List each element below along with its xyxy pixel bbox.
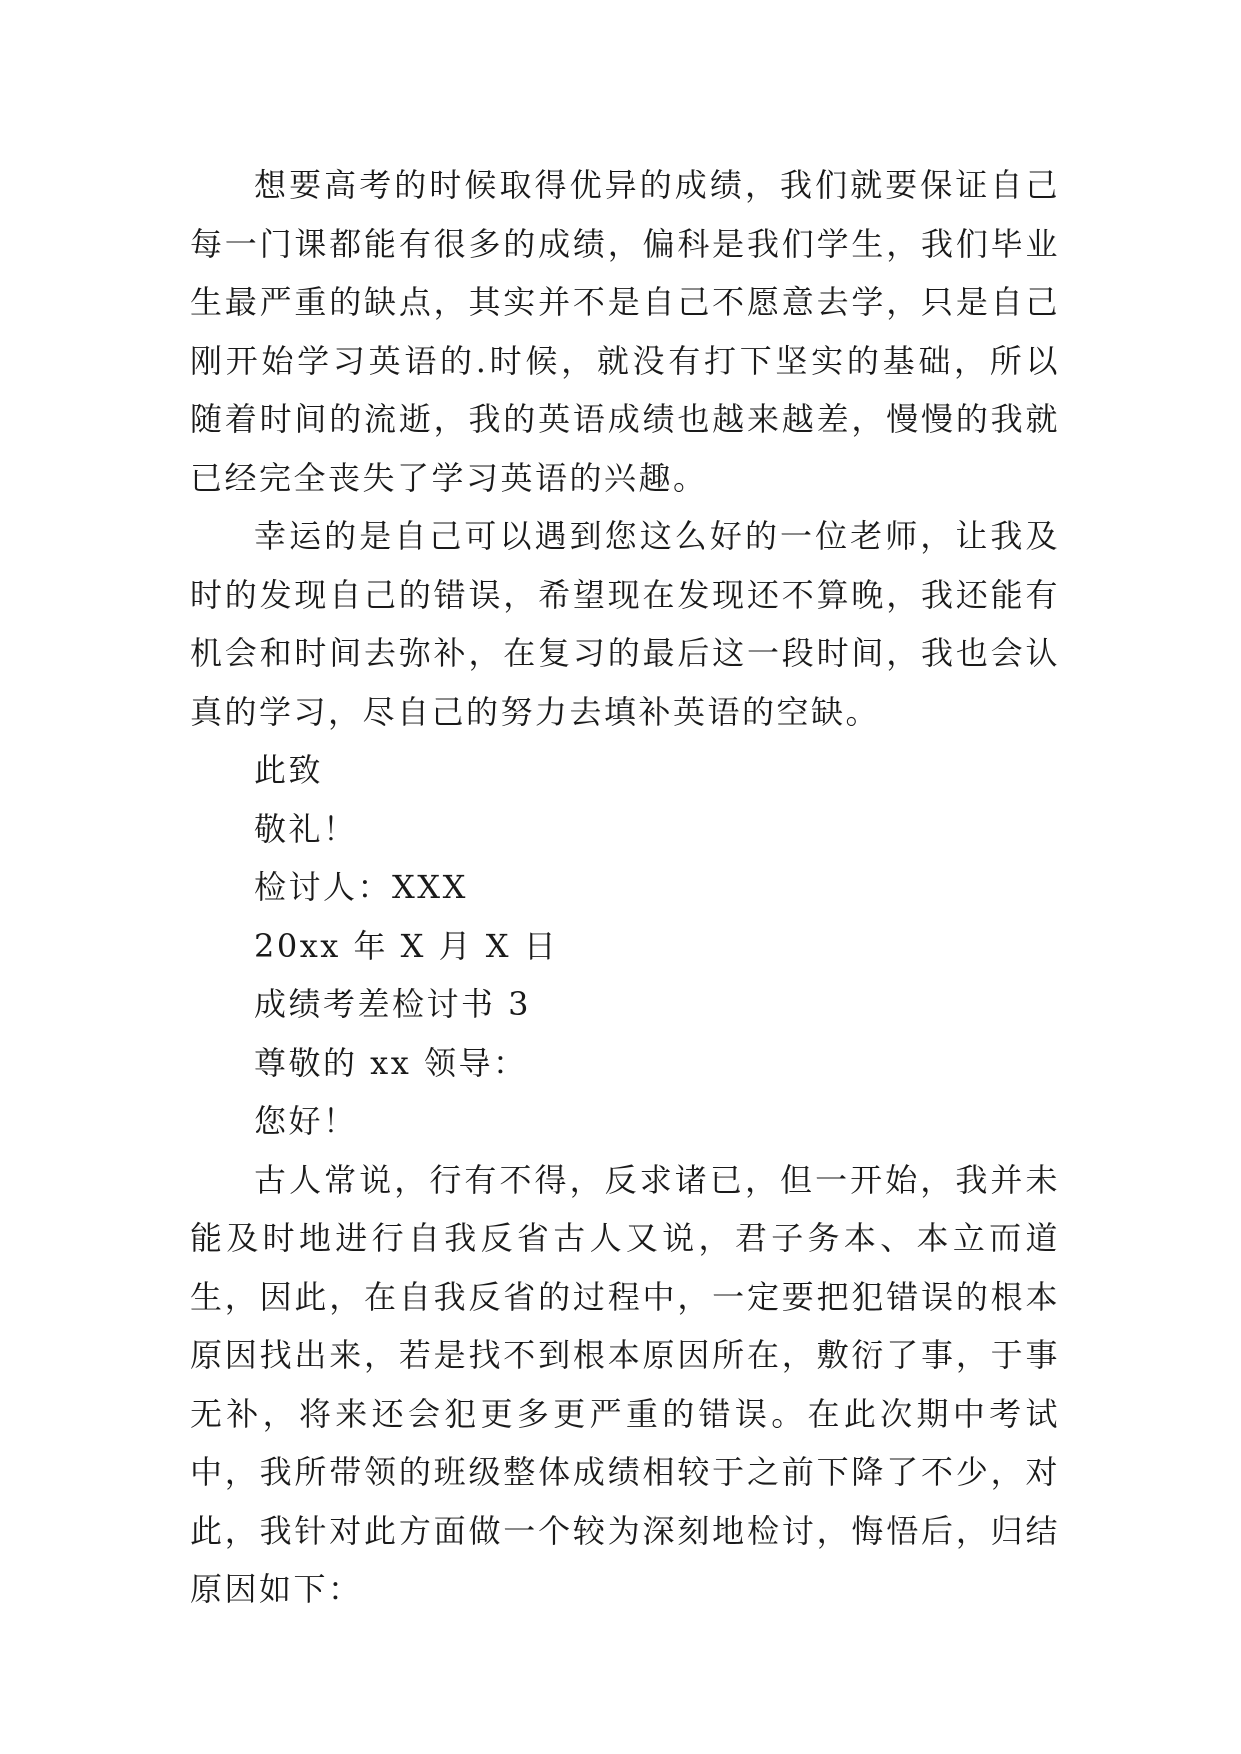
paragraph-teacher-thanks: 幸运的是自己可以遇到您这么好的一位老师，让我及时的发现自己的错误，希望现在发现还不算晚，我还能有机会和时间去弥补，在复习的最后这一段时间，我也会认真的学习，尽自己的努力去填补英语的空缺。 [190, 517, 1060, 731]
date-line: 20xx 年 X 月 X 日 [254, 926, 559, 965]
signer-line: 检讨人：XXX [254, 868, 468, 906]
closing-jingli: 敬礼！ [254, 809, 358, 848]
paragraph-study-english: 想要高考的时候取得优异的成绩，我们就要保证自己每一门课都能有很多的成绩，偏科是我们学生，我们毕业生最严重的缺点，其实并不是自己不愿意去学，只是自己刚开始学习英语的.时候，就没有打下坚实的基础，所以随着时间的流逝，我的英语成绩也越来越差，慢慢的我就已经完全丧失了学习英语的兴趣。 [190, 166, 1060, 497]
closing-cizhi: 此致 [254, 751, 324, 789]
document-body [190, 156, 1060, 1619]
salutation: 尊敬的 xx 领导： [254, 1043, 528, 1082]
section-title: 成绩考差检讨书 3 [254, 985, 532, 1023]
paragraph-self-reflection: 古人常说，行有不得，反求诸已，但一开始，我并未能及时地进行自我反省古人又说，君子务本、本立而道生，因此，在自我反省的过程中，一定要把犯错误的根本原因找出来，若是找不到根本原因所在，敷衍了事，于事无补，将来还会犯更多更严重的错误。在此次期中考试中，我所带领的班级整体成绩相较于之前下降了不少，对此，我针对此方面做一个较为深刻地检讨，悔悟后，归结原因如下： [190, 1160, 1060, 1608]
greeting: 您好！ [254, 1102, 358, 1140]
